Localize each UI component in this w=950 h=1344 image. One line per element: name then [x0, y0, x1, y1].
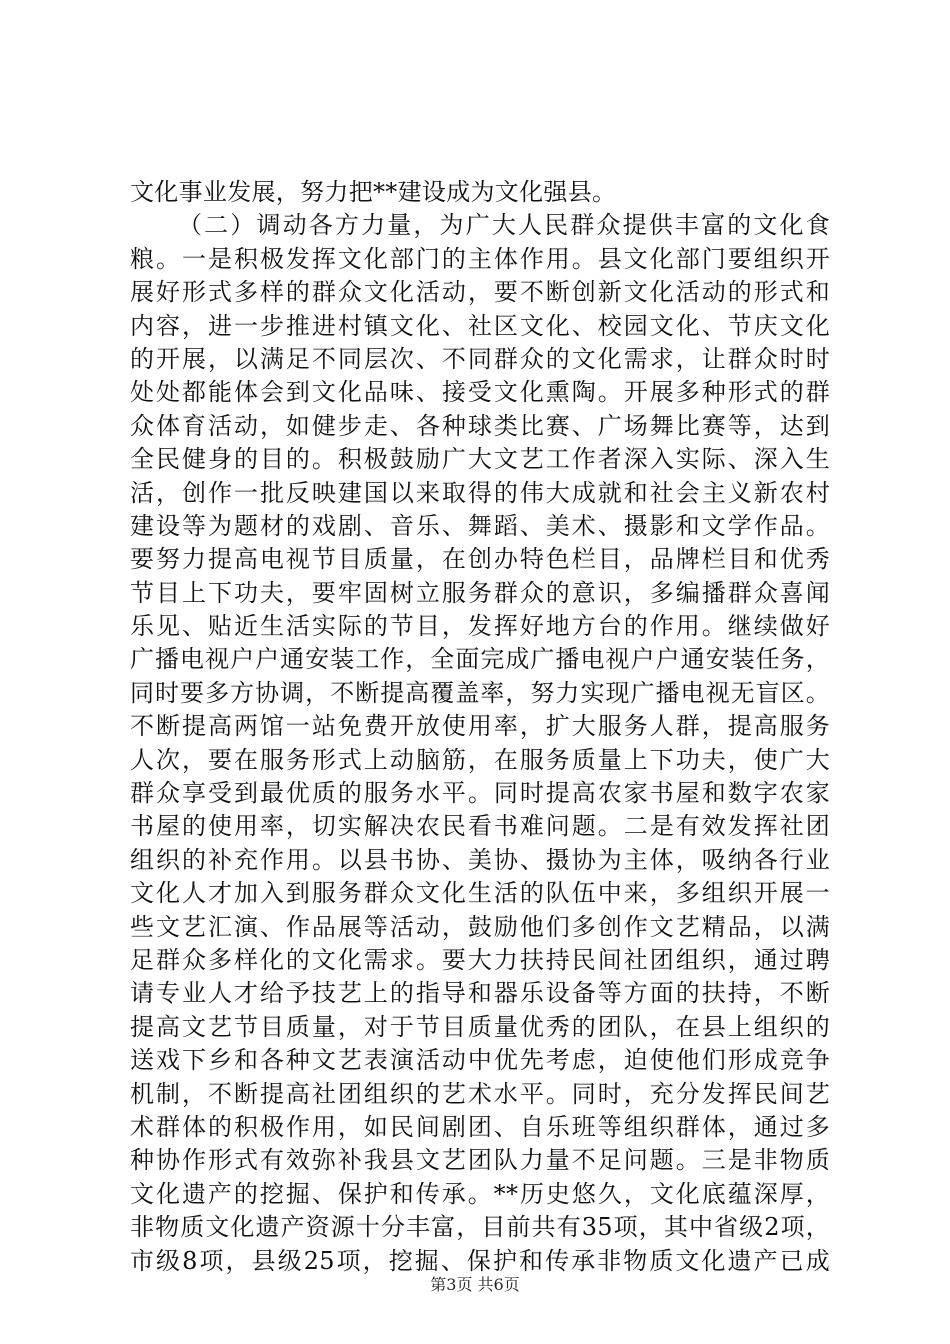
- text-line: 不断提高两馆一站免费开放使用率，扩大服务人群，提高服务: [130, 712, 830, 741]
- text-line: 群众享受到最优质的服务水平。同时提高农家书屋和数字农家: [130, 779, 830, 808]
- text-line: 市级8项，县级25项，挖掘、保护和传承非物质文化遗产已成: [130, 1246, 830, 1275]
- text-line: 书屋的使用率，切实解决农民看书难问题。二是有效发挥社团: [130, 812, 830, 841]
- text-line: 组织的补充作用。以县书协、美协、摄协为主体，吸纳各行业: [130, 845, 830, 874]
- text-line: 请专业人才给予技艺上的指导和器乐设备等方面的扶持，不断: [130, 979, 830, 1008]
- text-line: 文化人才加入到服务群众文化生活的队伍中来，多组织开展一: [130, 879, 830, 908]
- text-line: 展好形式多样的群众文化活动，要不断创新文化活动的形式和: [130, 278, 830, 307]
- text-line: 建设等为题材的戏剧、音乐、舞蹈、美术、摄影和文学作品。: [130, 511, 830, 540]
- text-line: 同时要多方协调，不断提高覆盖率，努力实现广播电视无盲区。: [130, 678, 830, 707]
- text-line: （二）调动各方力量，为广大人民群众提供丰富的文化食: [178, 211, 830, 240]
- text-line: 些文艺汇演、作品展等活动，鼓励他们多创作文艺精品，以满: [130, 912, 830, 941]
- text-line: 全民健身的目的。积极鼓励广大文艺工作者深入实际、深入生: [130, 445, 830, 474]
- text-line: 的开展，以满足不同层次、不同群众的文化需求，让群众时时: [130, 344, 830, 373]
- text-line: 众体育活动，如健步走、各种球类比赛、广场舞比赛等，达到: [130, 411, 830, 440]
- text-line: 活，创作一批反映建国以来取得的伟大成就和社会主义新农村: [130, 478, 830, 507]
- text-line: 送戏下乡和各种文艺表演活动中优先考虑，迫使他们形成竞争: [130, 1046, 830, 1075]
- text-line: 内容，进一步推进村镇文化、社区文化、校园文化、节庆文化: [130, 311, 830, 340]
- text-line: 人次，要在服务形式上动脑筋，在服务质量上下功夫，使广大: [130, 745, 830, 774]
- text-line: 要努力提高电视节目质量，在创办特色栏目，品牌栏目和优秀: [130, 545, 830, 574]
- text-line: 文化遗产的挖掘、保护和传承。**历史悠久，文化底蕴深厚，: [130, 1179, 830, 1208]
- page-number-label: 第3页 共6页: [430, 1275, 520, 1294]
- text-line: 节目上下功夫，要牢固树立服务群众的意识，多编播群众喜闻: [130, 578, 830, 607]
- text-line: 提高文艺节目质量，对于节目质量优秀的团队，在县上组织的: [130, 1012, 830, 1041]
- text-line: 处处都能体会到文化品味、接受文化熏陶。开展多种形式的群: [130, 378, 830, 407]
- text-line: 足群众多样化的文化需求。要大力扶持民间社团组织，通过聘: [130, 945, 830, 974]
- document-body: [130, 176, 830, 1278]
- text-line: 广播电视户户通安装工作，全面完成广播电视户户通安装任务，: [130, 645, 830, 674]
- text-line: 非物质文化遗产资源十分丰富，目前共有35项，其中省级2项，: [130, 1213, 830, 1242]
- text-line: 粮。一是积极发挥文化部门的主体作用。县文化部门要组织开: [130, 244, 830, 273]
- text-line: 种协作形式有效弥补我县文艺团队力量不足问题。三是非物质: [130, 1146, 830, 1175]
- text-line: 机制，不断提高社团组织的艺术水平。同时，充分发挥民间艺: [130, 1079, 830, 1108]
- page-footer: [0, 1272, 950, 1295]
- text-line: 乐见、贴近生活实际的节目，发挥好地方台的作用。继续做好: [130, 612, 830, 641]
- text-line: 文化事业发展，努力把**建设成为文化强县。: [130, 178, 617, 206]
- text-line: 术群体的积极作用，如民间剧团、自乐班等组织群体，通过多: [130, 1112, 830, 1141]
